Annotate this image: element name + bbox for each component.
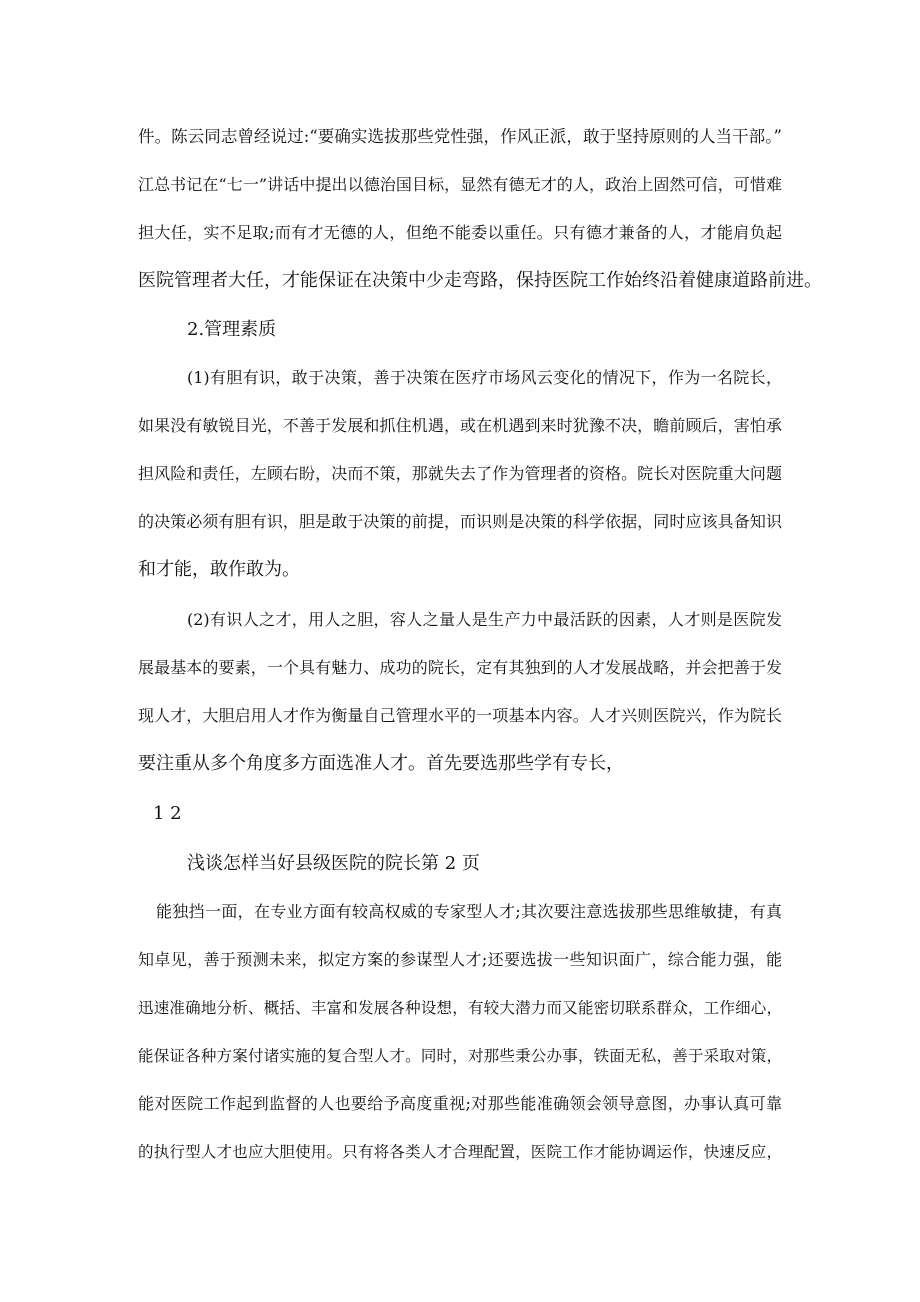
body-text-line: 知卓见，善于预测未来，拟定方案的参谋型人才;还要选拔一些知识面广，综合能力强，能 (138, 950, 782, 969)
body-text-line: (2)有识人之才，用人之胆，容人之量人是生产力中最活跃的因素，人才则是医院发 (187, 610, 782, 629)
body-text-line: (1)有胆有识，敢于决策，善于决策在医疗市场风云变化的情况下，作为一名院长， (187, 368, 782, 387)
body-text-line: 展最基本的要素，一个具有魅力、成功的院长，定有其独到的人才发展战略，并会把善于发 (138, 658, 782, 677)
body-text-line: 的执行型人才也应大胆使用。只有将各类人才合理配置，医院工作才能协调运作，快速反应， (138, 1143, 782, 1161)
body-text-line: 件。陈云同志曾经说过:“要确实选拔那些党性强，作风正派，敢于坚持原则的人当干部。” (138, 127, 782, 146)
body-text-line: 现人才，大胆启用人才作为衡量自己管理水平的一项基本内容。人才兴则医院兴，作为院长 (138, 706, 782, 725)
body-text-line: 江总书记在“七一”讲话中提出以德治国目标，显然有德无才的人，政治上固然可信，可惜难 (138, 175, 782, 194)
body-text-line: 如果没有敏锐目光，不善于发展和抓住机遇，或在机遇到来时犹豫不决，瞻前顾后，害怕承 (138, 416, 782, 435)
body-text-line: 能保证各种方案付诸实施的复合型人才。同时，对那些秉公办事，铁面无私，善于采取对策， (138, 1047, 782, 1065)
body-text-line: 担大任，实不足取;而有才无德的人，但绝不能委以重任。只有德才兼备的人，才能肩负起 (138, 223, 782, 242)
body-text-line: 和才能，敢作敢为。 (138, 559, 300, 580)
body-text-line: 医院管理者大任，才能保证在决策中少走弯路，保持医院工作始终沿着健康道路前进。 (138, 270, 822, 291)
body-text-line: 要注重从多个角度多方面选准人才。首先要选那些学有专长， (138, 753, 624, 774)
page-title: 浅谈怎样当好县级医院的院长第 2 页 (187, 853, 480, 874)
body-text-line: 能对医院工作起到监督的人也要给予高度重视;对那些能准确领会领导意图，办事认真可靠 (138, 1094, 782, 1113)
body-text-line: 能独挡一面，在专业方面有较高权威的专家型人才;其次要注意选拔那些思维敏捷，有真 (156, 902, 782, 921)
section-heading: 2.管理素质 (187, 319, 277, 340)
body-text-line: 迅速准确地分析、概括、丰富和发展各种设想，有较大潜力而又能密切联系群众，工作细心， (138, 999, 782, 1017)
pagination[interactable]: 1 2 (153, 803, 182, 824)
body-text-line: 的决策必须有胆有识，胆是敢于决策的前提，而识则是决策的科学依据，同时应该具备知识 (138, 512, 782, 531)
body-text-line: 担风险和责任，左顾右盼，决而不策，那就失去了作为管理者的资格。院长对医院重大问题 (138, 464, 782, 483)
